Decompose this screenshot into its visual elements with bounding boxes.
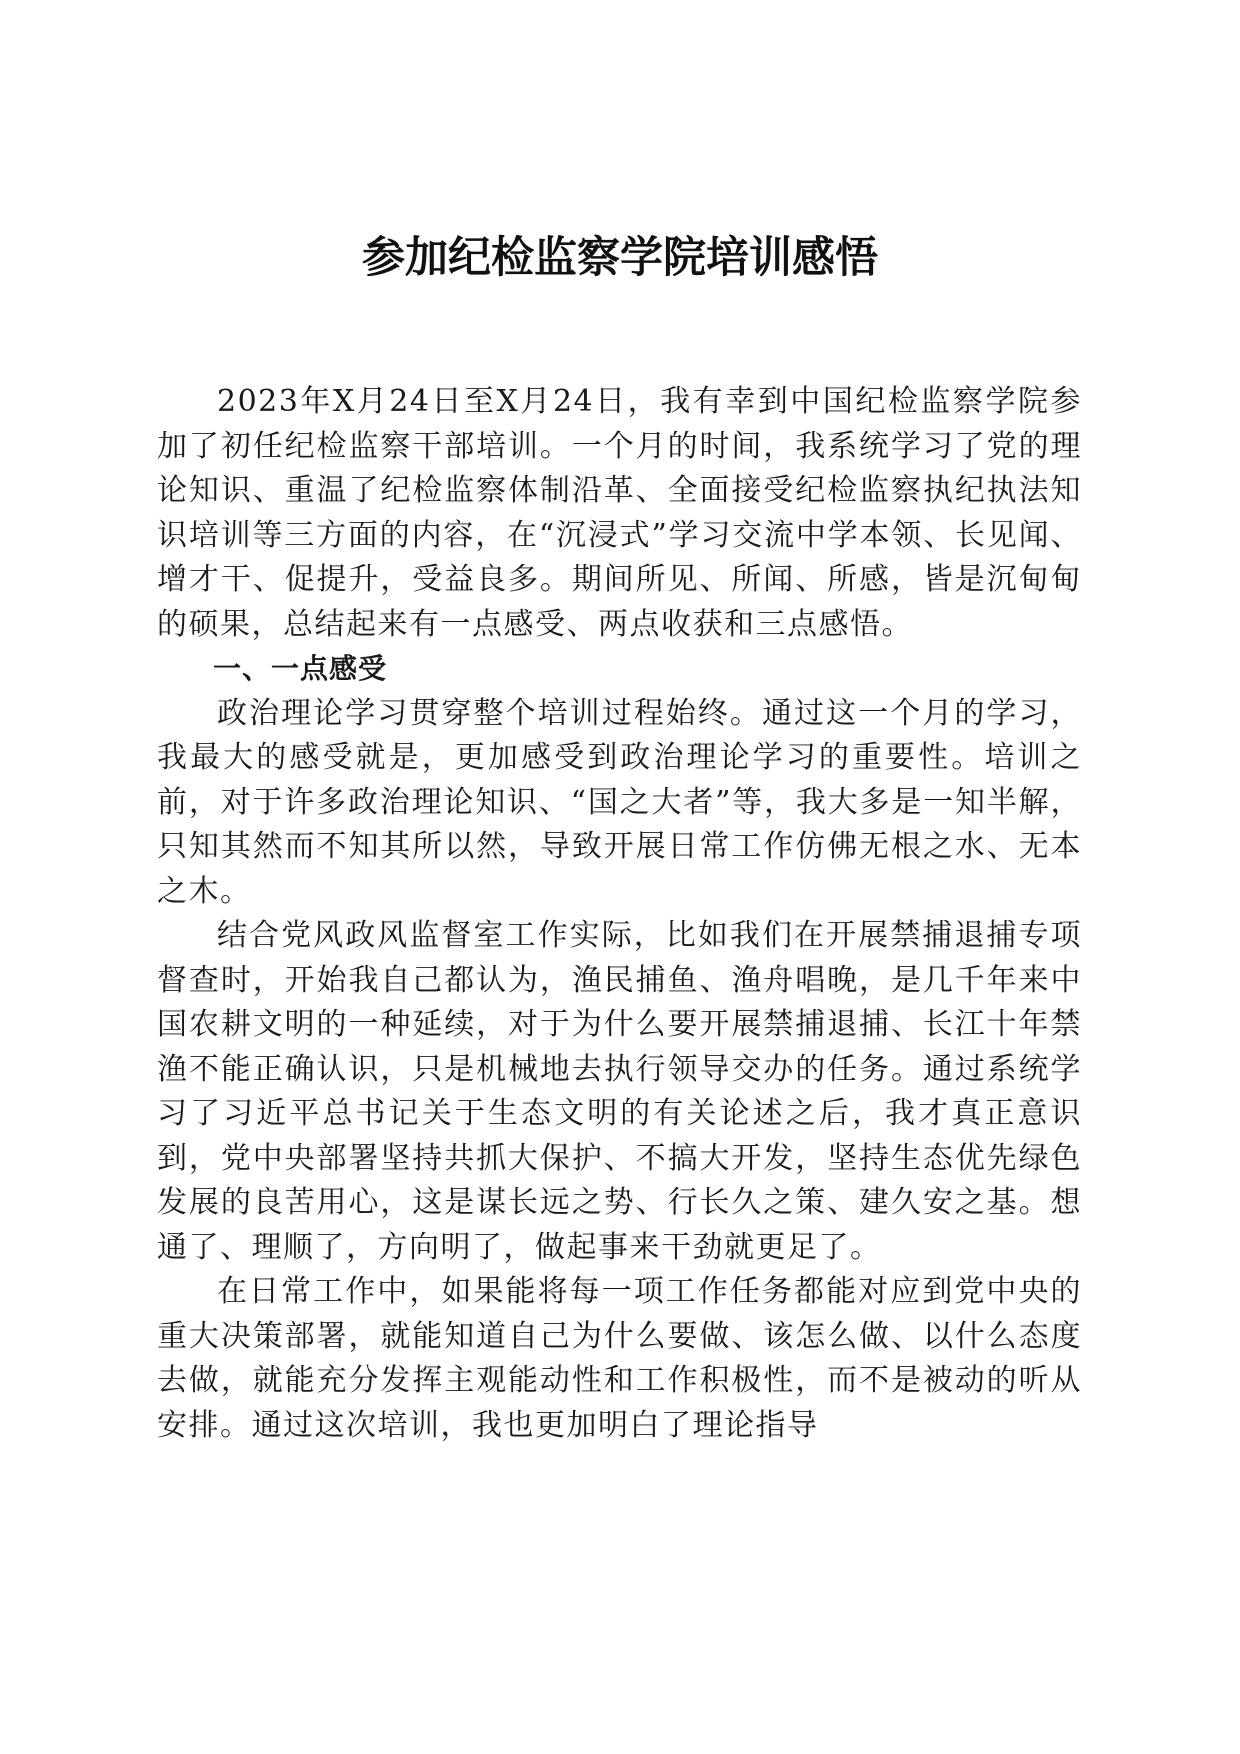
body-paragraph: 结合党风政风监督室工作实际，比如我们在开展禁捕退捕专项督查时，开始我自己都认为，渔民捕鱼、渔舟唱晚，是几千年来中国农耕文明的一种延续，对于为什么要开展禁捕退捕、长江十年禁渔不能正确认识，只是机械地去执行领导交办的任务。通过系统学习了习近平总书记关于生态文明的有关论述之后，我才真正意识到，党中央部署坚持共抓大保护、不搞大开发，坚持生态优先绿色发展的良苦用心，这是谋长远之势、行长久之策、建久安之基。想通了、理顺了，方向明了，做起事来干劲就更足了。 [157,918,1082,1265]
body-paragraph: 政治理论学习贯穿整个培训过程始终。通过这一个月的学习，我最大的感受就是，更加感受到政治理论学习的重要性。培训之前，对于许多政治理论知识、“国之大者”等，我大多是一知半解，只知其然而不知其所以然，导致开展日常工作仿佛无根之水、无本之木。 [157,695,1082,909]
intro-paragraph: 2023年X月24日至X月24日，我有幸到中国纪检监察学院参加了初任纪检监察干部培训。一个月的时间，我系统学习了党的理论知识、重温了纪检监察体制沿革、全面接受纪检监察执纪执法知识培训等三方面的内容，在“沉浸式”学习交流中学本领、长见闻、增才干、促提升，受益良多。期间所见、所闻、所感，皆是沉甸甸的硕果，总结起来有一点感受、两点收获和三点感悟。 [157,384,1082,642]
section-heading-1: 一、一点感受 [213,652,388,685]
body-paragraph: 在日常工作中，如果能将每一项工作任务都能对应到党中央的重大决策部署，就能知道自己为什么要做、该怎么做、以什么态度去做，就能充分发挥主观能动性和工作积极性，而不是被动的听从安排。通过这次培训，我也更加明白了理论指导 [157,1274,1082,1443]
document-body [157,380,1082,1448]
document-title: 参加纪检监察学院培训感悟 [362,233,878,283]
